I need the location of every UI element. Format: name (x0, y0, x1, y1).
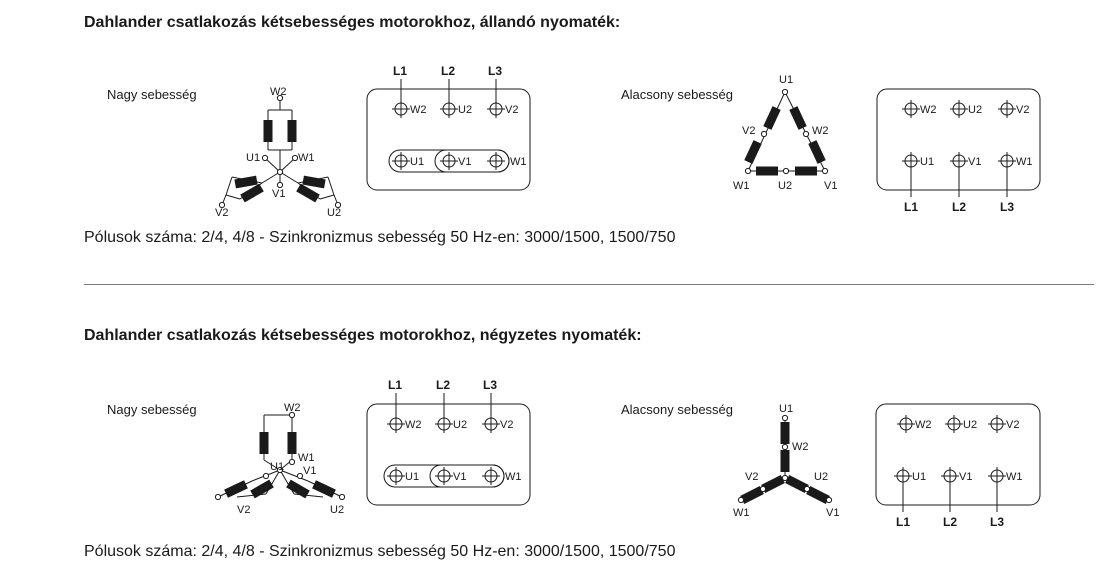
svg-text:V1: V1 (968, 156, 982, 168)
s2-terminal-box-low (876, 404, 1040, 529)
svg-text:L1: L1 (896, 515, 911, 529)
svg-text:U1: U1 (779, 74, 794, 86)
s1-terminal-box-high (367, 64, 530, 190)
svg-text:U1: U1 (246, 152, 261, 164)
svg-text:V1: V1 (272, 188, 286, 200)
section2-poles-text: Pólusok száma: 2/4, 4/8 - Szinkronizmus sebesség 50 Hz-en: 3000/1500, 1500/750 (84, 543, 676, 560)
svg-text:W1: W1 (298, 152, 315, 164)
svg-text:W2: W2 (792, 441, 809, 453)
svg-text:U2: U2 (327, 207, 342, 219)
svg-text:V1: V1 (458, 156, 472, 168)
svg-text:L2: L2 (441, 64, 456, 78)
svg-text:V2: V2 (215, 207, 229, 219)
svg-text:W1: W1 (510, 156, 527, 168)
svg-text:V1: V1 (303, 465, 317, 477)
svg-text:L3: L3 (488, 64, 503, 78)
section1-high-speed-label: Nagy sebesség (107, 87, 197, 102)
section2-low-speed-label: Alacsony sebesség (621, 402, 734, 417)
svg-text:U1: U1 (920, 156, 935, 168)
s2-high-speed-labels (237, 402, 344, 516)
svg-text:V1: V1 (826, 507, 840, 519)
svg-text:U1: U1 (405, 471, 420, 483)
svg-text:L2: L2 (943, 515, 958, 529)
svg-text:L2: L2 (952, 200, 967, 214)
svg-text:U1: U1 (270, 461, 285, 473)
svg-text:L1: L1 (393, 64, 408, 78)
svg-text:U2: U2 (330, 504, 345, 516)
svg-text:U2: U2 (458, 104, 473, 116)
svg-text:V2: V2 (1006, 419, 1020, 431)
section1-low-speed-label: Alacsony sebesség (621, 87, 734, 102)
section1-title: Dahlander csatlakozás kétsebességes motorokhoz, állandó nyomaték: (84, 14, 621, 31)
svg-text:V1: V1 (824, 180, 838, 192)
svg-text:V1: V1 (959, 471, 973, 483)
svg-text:W1: W1 (1016, 156, 1033, 168)
svg-text:U2: U2 (814, 471, 829, 483)
s2-high-speed-coils (215, 412, 344, 499)
svg-text:W2: W2 (405, 419, 422, 431)
svg-text:V2: V2 (500, 419, 514, 431)
svg-text:U1: U1 (912, 471, 927, 483)
svg-text:U1: U1 (410, 156, 425, 168)
svg-text:L1: L1 (904, 200, 919, 214)
svg-text:W2: W2 (812, 125, 829, 137)
svg-text:U2: U2 (778, 180, 793, 192)
svg-text:W2: W2 (915, 419, 932, 431)
svg-text:U1: U1 (779, 403, 794, 415)
svg-text:W2: W2 (270, 86, 287, 98)
svg-text:W1: W1 (505, 471, 522, 483)
s1-high-speed-labels (215, 86, 341, 219)
section2-title: Dahlander csatlakozás kétsebességes motorokhoz, négyzetes nyomaték: (84, 327, 642, 344)
svg-text:W2: W2 (284, 402, 301, 414)
svg-text:V2: V2 (505, 104, 519, 116)
s1-terminal-box-low (877, 89, 1040, 214)
svg-text:L2: L2 (436, 378, 451, 392)
svg-text:V1: V1 (453, 471, 467, 483)
svg-text:L3: L3 (1000, 200, 1015, 214)
svg-text:L1: L1 (388, 378, 403, 392)
svg-text:W1: W1 (1006, 471, 1023, 483)
svg-text:W1: W1 (733, 507, 750, 519)
svg-text:W1: W1 (298, 452, 315, 464)
svg-text:W2: W2 (920, 104, 937, 116)
svg-text:U2: U2 (453, 419, 468, 431)
svg-text:V2: V2 (745, 471, 759, 483)
svg-text:W2: W2 (410, 104, 427, 116)
svg-text:L3: L3 (483, 378, 498, 392)
svg-text:V2: V2 (237, 504, 251, 516)
s2-terminal-box-high (367, 378, 530, 505)
s2-low-speed-coils (738, 415, 831, 504)
section1-poles-text: Pólusok száma: 2/4, 4/8 - Szinkronizmus sebesség 50 Hz-en: 3000/1500, 1500/750 (84, 229, 676, 246)
svg-text:L3: L3 (990, 515, 1005, 529)
svg-text:V2: V2 (1016, 104, 1030, 116)
svg-text:V2: V2 (742, 125, 756, 137)
section2-high-speed-label: Nagy sebesség (107, 402, 197, 417)
svg-text:W1: W1 (733, 180, 750, 192)
svg-text:U2: U2 (963, 419, 978, 431)
svg-text:U2: U2 (968, 104, 983, 116)
